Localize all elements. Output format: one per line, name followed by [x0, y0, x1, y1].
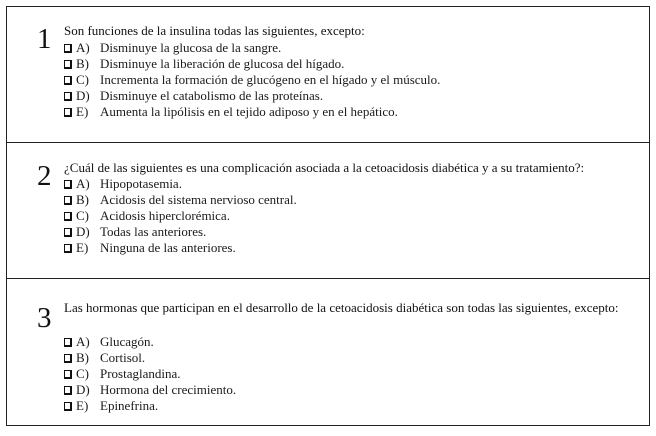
option-d[interactable] — [64, 88, 639, 104]
option-b[interactable] — [64, 350, 639, 366]
option-d[interactable] — [64, 382, 639, 398]
option-e[interactable] — [64, 240, 639, 256]
question-1 — [7, 7, 649, 143]
option-c[interactable] — [64, 366, 639, 382]
option-letter: D) — [76, 224, 90, 239]
checkbox-icon[interactable] — [64, 108, 72, 117]
option-e[interactable] — [64, 104, 639, 120]
options-list — [64, 40, 639, 120]
option-letter: B) — [76, 192, 89, 207]
checkbox-icon[interactable] — [64, 244, 72, 253]
option-a[interactable] — [64, 176, 639, 192]
option-text: Disminuye el catabolismo de las proteínas. — [100, 88, 324, 103]
option-text: Prostaglandina. — [100, 366, 181, 381]
checkbox-icon[interactable] — [64, 60, 72, 69]
checkbox-icon[interactable] — [64, 212, 72, 221]
option-text: Hipopotasemia. — [100, 176, 182, 191]
option-a[interactable] — [64, 40, 639, 56]
option-text: Ninguna de las anteriores. — [100, 240, 236, 255]
question-2 — [7, 143, 649, 279]
option-letter: B) — [76, 56, 89, 71]
question-number: 2 — [37, 160, 52, 192]
option-text: Hormona del crecimiento. — [100, 382, 237, 397]
question-number: 1 — [37, 23, 52, 55]
options-list — [64, 176, 639, 256]
option-letter: A) — [76, 176, 90, 191]
question-3 — [7, 279, 649, 427]
checkbox-icon[interactable] — [64, 196, 72, 205]
checkbox-icon[interactable] — [64, 92, 72, 101]
question-text: Son funciones de la insulina todas las siguientes, excepto: — [64, 23, 365, 38]
option-e[interactable] — [64, 398, 639, 414]
checkbox-icon[interactable] — [64, 76, 72, 85]
option-letter: D) — [76, 88, 90, 103]
option-b[interactable] — [64, 56, 639, 72]
option-c[interactable] — [64, 72, 639, 88]
option-b[interactable] — [64, 192, 639, 208]
option-a[interactable] — [64, 334, 639, 350]
option-letter: A) — [76, 40, 90, 55]
option-text: Todas las anteriores. — [100, 224, 207, 239]
option-letter: D) — [76, 382, 90, 397]
option-letter: B) — [76, 350, 89, 365]
option-letter: E) — [76, 104, 89, 119]
option-letter: C) — [76, 366, 89, 381]
checkbox-icon[interactable] — [64, 338, 72, 347]
option-d[interactable] — [64, 224, 639, 240]
option-text: Cortisol. — [100, 350, 146, 365]
question-number: 3 — [37, 302, 52, 334]
option-text: Epinefrina. — [100, 398, 159, 413]
checkbox-icon[interactable] — [64, 402, 72, 411]
option-text: Incrementa la formación de glucógeno en el hígado y el músculo. — [100, 72, 441, 87]
option-letter: A) — [76, 334, 90, 349]
checkbox-icon[interactable] — [64, 370, 72, 379]
question-text: ¿Cuál de las siguientes es una complicación asociada a la cetoacidosis diabética y a su tratamiento?: — [64, 160, 585, 175]
checkbox-icon[interactable] — [64, 228, 72, 237]
option-text: Disminuye la glucosa de la sangre. — [100, 40, 282, 55]
option-text: Acidosis hiperclorémica. — [100, 208, 230, 223]
option-letter: E) — [76, 398, 89, 413]
quiz-sheet — [6, 6, 650, 426]
checkbox-icon[interactable] — [64, 180, 72, 189]
option-letter: E) — [76, 240, 89, 255]
option-text: Disminuye la liberación de glucosa del hígado. — [100, 56, 345, 71]
checkbox-icon[interactable] — [64, 44, 72, 53]
option-text: Acidosis del sistema nervioso central. — [100, 192, 297, 207]
option-text: Glucagón. — [100, 334, 154, 349]
option-text: Aumenta la lipólisis en el tejido adiposo y en el hepático. — [100, 104, 398, 119]
option-c[interactable] — [64, 208, 639, 224]
question-text: Las hormonas que participan en el desarrollo de la cetoacidosis diabética son todas las siguientes, excepto: — [64, 300, 619, 315]
option-letter: C) — [76, 208, 89, 223]
checkbox-icon[interactable] — [64, 386, 72, 395]
checkbox-icon[interactable] — [64, 354, 72, 363]
options-list — [64, 334, 639, 414]
option-letter: C) — [76, 72, 89, 87]
